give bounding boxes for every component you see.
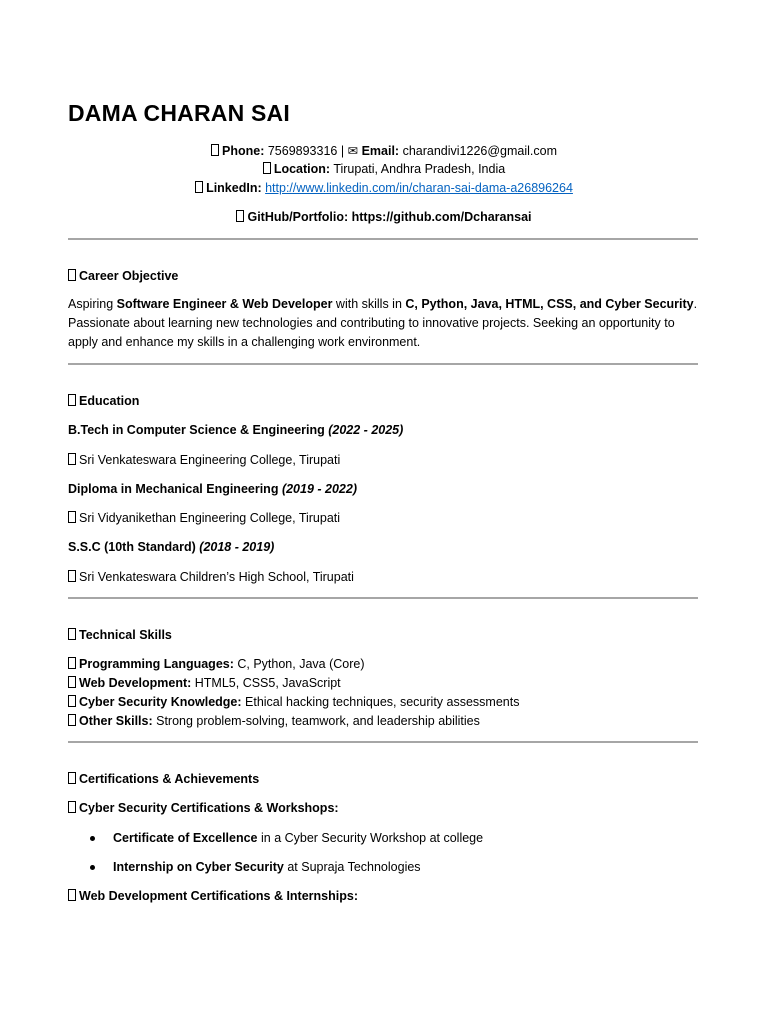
skill-item: Web Development: HTML5, CSS5, JavaScript <box>68 676 341 690</box>
tools-icon <box>68 628 76 640</box>
education-degree: S.S.C (10th Standard) (2018 - 2019) <box>68 540 275 554</box>
skill-item: Programming Languages: C, Python, Java (Core) <box>68 657 365 671</box>
education-degree: Diploma in Mechanical Engineering (2019 - 2022) <box>68 482 357 496</box>
globe-icon <box>68 676 76 688</box>
bullet-dot <box>90 836 95 841</box>
divider <box>68 741 698 743</box>
certs-heading: Certifications & Achievements <box>68 772 259 786</box>
separator: | <box>340 144 345 158</box>
shield-icon <box>68 801 76 813</box>
career-line-2: Passionate about learning new technologies and contributing to innovative projects. Seeking an opportunity to <box>68 316 675 330</box>
school-icon <box>68 570 76 582</box>
sparkle-icon <box>68 714 76 726</box>
phone-icon <box>211 144 219 156</box>
linkedin-icon <box>195 181 203 193</box>
candidate-name: DAMA CHARAN SAI <box>68 100 290 126</box>
cert-bullet-item: Certificate of Excellence in a Cyber Security Workshop at college <box>113 831 484 845</box>
cyber-certs-heading: Cyber Security Certifications & Workshops: <box>68 801 339 815</box>
globe-icon <box>68 889 76 901</box>
target-icon <box>68 269 76 281</box>
contact-line-3 <box>0 181 768 195</box>
graduation-cap-icon <box>68 394 76 406</box>
location-label: Location: <box>273 162 331 176</box>
bullet-dot <box>90 865 95 870</box>
trophy-icon <box>68 772 76 784</box>
contact-line-1 <box>0 143 768 158</box>
career-heading: Career Objective <box>68 269 178 283</box>
skill-item: Other Skills: Strong problem-solving, teamwork, and leadership abilities <box>68 714 480 728</box>
cert-bullet-item: Internship on Cyber Security at Supraja Technologies <box>113 860 421 874</box>
location-icon <box>263 162 271 174</box>
skills-heading: Technical Skills <box>68 628 172 642</box>
education-school: Sri Vidyanikethan Engineering College, Tirupati <box>68 511 340 525</box>
career-line-1: Aspiring Software Engineer & Web Developer with skills in C, Python, Java, HTML, CSS, and Cyber Security. <box>68 297 698 311</box>
contact-line-4 <box>0 210 768 224</box>
divider <box>68 238 698 240</box>
linkedin-label: LinkedIn: <box>206 181 262 195</box>
email-icon: ✉ <box>347 144 359 158</box>
career-text <box>68 295 698 352</box>
school-icon <box>68 511 76 523</box>
skill-item: Cyber Security Knowledge: Ethical hacking techniques, security assessments <box>68 695 519 709</box>
lock-icon <box>68 695 76 707</box>
education-degree: B.Tech in Computer Science & Engineering (2022 - 2025) <box>68 423 404 437</box>
career-line-3: apply and enhance my skills in a challenging work environment. <box>68 335 421 349</box>
school-icon <box>68 453 76 465</box>
phone-value: 7569893316 <box>267 144 338 158</box>
linkedin-link[interactable]: http://www.linkedin.com/in/charan-sai-dama-a26896264 <box>265 181 573 195</box>
contact-line-2 <box>0 162 768 176</box>
email-label: Email: <box>361 144 400 158</box>
web-certs-heading: Web Development Certifications & Internships: <box>68 889 358 903</box>
email-value: charandivi1226@gmail.com <box>402 144 557 158</box>
code-icon <box>68 657 76 669</box>
education-heading: Education <box>68 394 139 408</box>
github-icon <box>236 210 244 222</box>
divider <box>68 597 698 599</box>
github-text: GitHub/Portfolio: https://github.com/Dcharansai <box>247 210 532 224</box>
education-school: Sri Venkateswara Children’s High School, Tirupati <box>68 570 354 584</box>
location-value: Tirupati, Andhra Pradesh, India <box>333 162 506 176</box>
divider <box>68 363 698 365</box>
education-school: Sri Venkateswara Engineering College, Tirupati <box>68 453 340 467</box>
phone-label: Phone: <box>222 144 265 158</box>
